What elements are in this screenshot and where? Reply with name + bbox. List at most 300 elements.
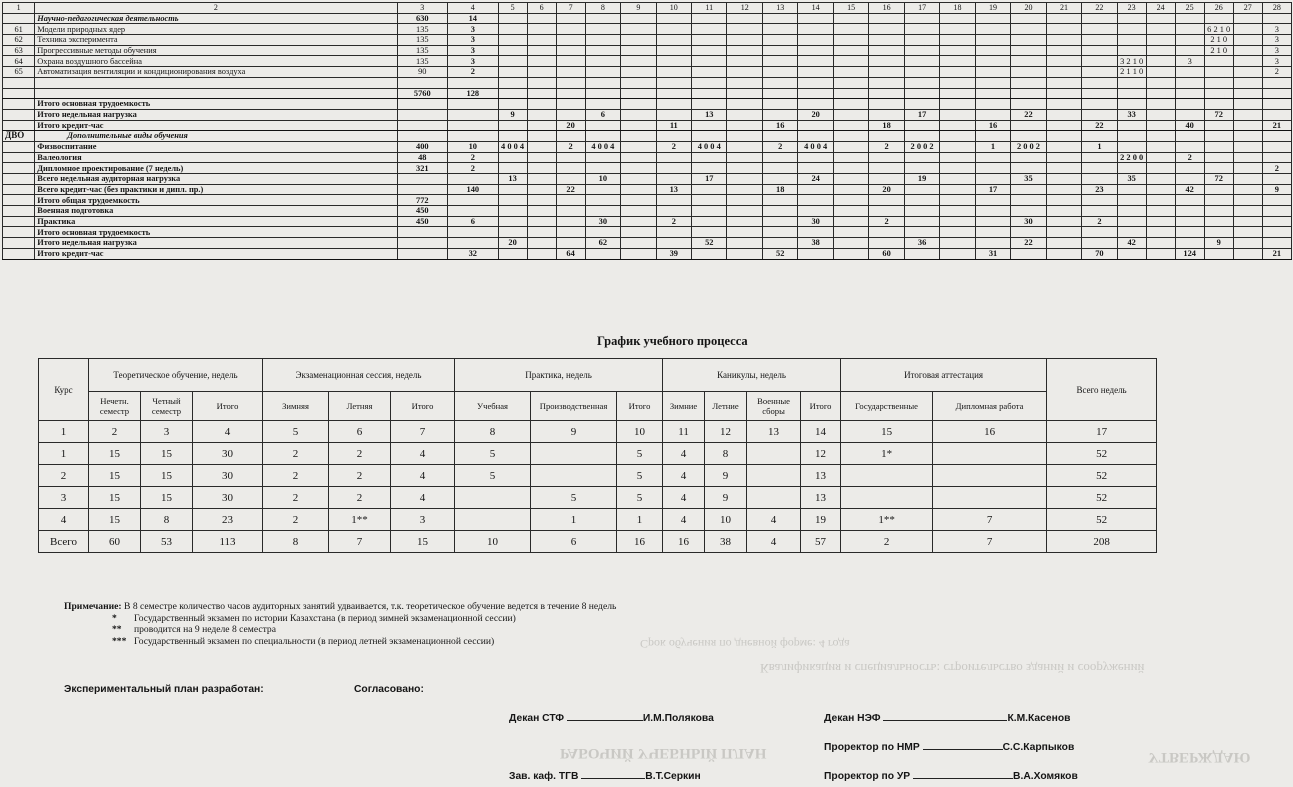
table-cell [1262,141,1291,152]
table-cell [1262,238,1291,249]
table-cell [1146,67,1175,78]
table-cell [940,184,975,195]
signature-prorector-ur [824,769,1078,782]
table-row [3,24,1292,35]
schedule-cell [455,509,531,531]
table-cell [1046,141,1081,152]
table-cell [692,67,727,78]
table-cell [1082,195,1117,206]
schedule-cell: 13 [801,465,841,487]
table-cell [798,248,833,259]
table-cell [527,99,556,110]
table-cell [1204,131,1233,142]
row-name: Дипломное проектирование (7 недель) [35,163,397,174]
table-cell [833,141,868,152]
row-hours: 321 [397,163,448,174]
note-mark: * [112,612,117,624]
table-cell [869,152,904,163]
row-name: Военная подготовка [35,206,397,217]
table-cell [833,248,868,259]
schedule-cell: 30 [193,487,263,509]
row-hours [397,131,448,142]
table-cell: 9 [498,109,527,120]
schedule-cell: 15 [141,465,193,487]
table-cell [940,248,975,259]
header-cell: 26 [1204,3,1233,14]
table-cell [1046,163,1081,174]
row-hours: 450 [397,206,448,217]
table-cell [1175,238,1204,249]
table-cell [1204,184,1233,195]
table-cell [1117,206,1146,217]
table-cell [621,152,656,163]
schedule-cell: 6 [329,421,391,443]
table-cell [869,163,904,174]
table-cell [1233,120,1262,131]
table-cell [656,163,691,174]
table-cell: 9 [1262,184,1291,195]
table-cell [621,131,656,142]
table-cell [692,152,727,163]
note-text: Государственный экзамен по специальности (в период летней экзаменационной сессии) [134,635,495,647]
schedule-cell: 4 [747,531,801,553]
table-cell: 33 [1117,109,1146,120]
table-row [3,99,1292,110]
schedule-cell: 52 [1047,509,1157,531]
table-cell [656,88,691,99]
schedule-cell: 1** [329,509,391,531]
schedule-cell: 8 [263,531,329,553]
table-cell: 2 [1082,216,1117,227]
table-cell [798,99,833,110]
table-cell [1146,35,1175,46]
schedule-cell: 15 [89,443,141,465]
table-cell [904,248,939,259]
table-cell [621,163,656,174]
table-cell [833,206,868,217]
table-cell [556,67,585,78]
table-cell [1082,227,1117,238]
header-row [3,3,1292,14]
table-cell [1146,152,1175,163]
note-text: Государственный экзамен по истории Казахстана (в период зимней экзаменационной сессии) [134,612,516,624]
table-cell [727,174,762,185]
table-row [3,35,1292,46]
table-cell [833,120,868,131]
table-cell [1146,56,1175,67]
table-cell [1046,88,1081,99]
table-cell [1046,227,1081,238]
table-cell [798,120,833,131]
table-cell: 4 0 0 4 [692,141,727,152]
table-cell: 60 [869,248,904,259]
table-cell [904,99,939,110]
signature-head-tgv [509,769,701,782]
table-cell [1175,131,1204,142]
table-cell [869,195,904,206]
table-cell [833,77,868,88]
table-cell: 3 [1262,45,1291,56]
table-row [3,163,1292,174]
table-cell [833,99,868,110]
table-cell [798,35,833,46]
table-cell [1175,174,1204,185]
schedule-cell [531,465,617,487]
table-cell [940,238,975,249]
table-cell [656,131,691,142]
notes-block [64,601,616,647]
table-cell [1117,88,1146,99]
table-cell [1146,131,1175,142]
signature-line [883,711,1007,721]
table-cell [585,131,620,142]
table-cell [621,88,656,99]
table-cell [556,13,585,24]
table-cell [1011,152,1046,163]
table-cell [1046,206,1081,217]
table-cell [1082,13,1117,24]
table-row [3,238,1292,249]
table-cell [621,45,656,56]
table-cell [1117,99,1146,110]
table-cell [1082,88,1117,99]
schedule-cell: Всего [39,531,89,553]
table-cell [940,227,975,238]
row-code [3,238,35,249]
table-cell [556,152,585,163]
signature-line [581,769,645,779]
row-credits [448,120,499,131]
header-cell: 1 [3,3,35,14]
table-cell [1262,227,1291,238]
table-row [3,77,1292,88]
header-cell: 8 [585,3,620,14]
table-cell [1233,99,1262,110]
table-cell [727,99,762,110]
table-cell [904,88,939,99]
developed-label: Экспериментальный план разработан: [64,684,264,695]
table-cell [621,248,656,259]
table-cell [498,184,527,195]
table-cell: 20 [869,184,904,195]
table-cell [527,88,556,99]
table-cell: 31 [975,248,1010,259]
table-cell [940,45,975,56]
table-row [3,184,1292,195]
table-cell [1046,56,1081,67]
row-name: Дополнительные виды обучения [35,131,397,142]
row-name: Охрана воздушного бассейна [35,56,397,67]
table-cell [798,45,833,56]
header-cell: 23 [1117,3,1146,14]
schedule-cell: 6 [531,531,617,553]
table-cell [1175,24,1204,35]
signer-title: Декан СТФ [509,713,565,724]
schedule-cell: 1 [39,421,89,443]
table-cell [1233,131,1262,142]
table-cell [1082,56,1117,67]
schedule-cell [747,465,801,487]
row-code [3,174,35,185]
schedule-cell: 15 [841,421,933,443]
table-cell [1175,67,1204,78]
schedule-cell [531,443,617,465]
row-name: Автоматизация вентиляции и кондиционирования воздуха [35,67,397,78]
table-cell: 1 [1082,141,1117,152]
row-code [3,163,35,174]
row-credits [448,77,499,88]
table-cell [527,141,556,152]
row-hours: 135 [397,24,448,35]
schedule-cell [841,487,933,509]
table-cell [1146,13,1175,24]
table-cell [1082,163,1117,174]
schedule-cell: 7 [391,421,455,443]
table-cell [798,56,833,67]
table-cell [762,227,797,238]
schedule-cell: 5 [617,443,663,465]
header-cell: 14 [798,3,833,14]
schedule-row [39,509,1157,531]
schedule-cell: 5 [455,465,531,487]
table-cell [904,152,939,163]
schedule-title: График учебного процесса [597,334,748,348]
table-cell [833,152,868,163]
table-cell [692,248,727,259]
table-cell [556,238,585,249]
table-cell [621,216,656,227]
schedule-cell: 208 [1047,531,1157,553]
table-cell [762,238,797,249]
table-cell [692,45,727,56]
table-cell [727,24,762,35]
row-name: Валеология [35,152,397,163]
row-code: 64 [3,56,35,67]
row-name: Практика [35,216,397,227]
schedule-cell: 38 [705,531,747,553]
header-cell: 7 [556,3,585,14]
table-cell [1233,67,1262,78]
table-cell [1175,45,1204,56]
subheader-practice-total: Итого [617,392,663,421]
table-cell [1011,13,1046,24]
table-cell: 13 [692,109,727,120]
header-cell: 27 [1233,3,1262,14]
table-cell [727,77,762,88]
table-cell [869,77,904,88]
table-cell: 21 [1262,248,1291,259]
schedule-cell: 19 [801,509,841,531]
schedule-cell: 5 [263,421,329,443]
schedule-cell: 11 [663,421,705,443]
table-cell [656,238,691,249]
table-cell [904,216,939,227]
schedule-cell: 5 [617,487,663,509]
table-cell: 3 [1262,35,1291,46]
schedule-cell: 5 [455,443,531,465]
table-cell [1046,35,1081,46]
schedule-cell: 12 [801,443,841,465]
row-name: Итого недельная нагрузка [35,109,397,120]
row-name [35,77,397,88]
table-cell [975,24,1010,35]
table-cell [904,77,939,88]
table-cell [527,131,556,142]
table-cell [1011,56,1046,67]
table-cell [656,174,691,185]
table-cell: 22 [1011,109,1046,120]
header-kurs: Курс [39,359,89,421]
table-cell [904,24,939,35]
signer-name: К.М.Касенов [1007,713,1071,724]
table-cell [869,35,904,46]
table-cell [975,45,1010,56]
table-cell [1204,77,1233,88]
table-cell [1046,45,1081,56]
table-cell [621,238,656,249]
bleed-through-line: Срок обучения по дневной форме: 4 года [640,637,850,651]
table-cell: 23 [1082,184,1117,195]
table-cell [527,163,556,174]
table-cell [975,99,1010,110]
table-cell [621,174,656,185]
table-cell: 2 0 0 2 [1011,141,1046,152]
row-hours: 135 [397,35,448,46]
row-credits: 140 [448,184,499,195]
row-credits: 2 [448,163,499,174]
row-hours [397,99,448,110]
schedule-cell: 53 [141,531,193,553]
table-cell [692,24,727,35]
signature-line [923,740,1003,750]
row-code [3,13,35,24]
bleed-through-line: Квалификация и специальность: строительство зданий и сооружений [760,661,1145,676]
row-code: ДВО [3,131,35,142]
table-cell [833,131,868,142]
table-row [3,67,1292,78]
table-cell [762,152,797,163]
table-cell [621,120,656,131]
table-cell [656,35,691,46]
schedule-cell: 2 [329,465,391,487]
row-name: Итого кредит-час [35,248,397,259]
row-code [3,227,35,238]
table-cell [833,13,868,24]
table-cell [656,45,691,56]
table-cell [1046,248,1081,259]
table-cell [1204,163,1233,174]
table-cell [1175,163,1204,174]
table-cell: 6 2 1 0 [1204,24,1233,35]
row-hours [397,77,448,88]
table-cell [1175,77,1204,88]
table-cell [1262,152,1291,163]
table-cell: 20 [498,238,527,249]
table-cell [556,227,585,238]
table-cell [727,227,762,238]
header-final: Итоговая аттестация [841,359,1047,392]
schedule-cell: 30 [193,443,263,465]
table-cell [1233,163,1262,174]
table-cell [585,206,620,217]
table-cell [585,24,620,35]
table-cell: 39 [656,248,691,259]
table-cell: 17 [692,174,727,185]
table-cell [656,67,691,78]
header-exam: Экзаменационная сессия, недель [263,359,455,392]
table-cell [975,56,1010,67]
table-cell: 2 1 1 0 [1117,67,1146,78]
table-row [3,206,1292,217]
table-cell [1175,88,1204,99]
table-cell [556,174,585,185]
table-cell [1175,206,1204,217]
table-cell [869,238,904,249]
table-cell [1233,88,1262,99]
schedule-row [39,465,1157,487]
table-cell: 16 [762,120,797,131]
signer-title: Зав. каф. ТГВ [509,771,579,782]
table-cell [975,109,1010,120]
table-cell [1146,77,1175,88]
row-code [3,152,35,163]
schedule-cell: 2 [39,465,89,487]
row-code [3,141,35,152]
table-cell [1117,141,1146,152]
table-cell: 42 [1117,238,1146,249]
table-cell [940,35,975,46]
header-cell: 21 [1046,3,1081,14]
schedule-cell: 16 [663,531,705,553]
table-cell [1146,109,1175,120]
table-cell [692,195,727,206]
table-row [3,216,1292,227]
table-cell [1082,238,1117,249]
row-credits: 2 [448,67,499,78]
table-cell [798,184,833,195]
row-hours [397,174,448,185]
row-code [3,248,35,259]
table-cell: 35 [1117,174,1146,185]
schedule-row [39,487,1157,509]
table-cell [1262,77,1291,88]
header-cell: 24 [1146,3,1175,14]
schedule-cell: 1* [841,443,933,465]
table-cell [1082,45,1117,56]
table-cell: 40 [1175,120,1204,131]
table-cell [1175,195,1204,206]
table-cell [527,13,556,24]
table-cell [1204,227,1233,238]
table-cell [556,163,585,174]
table-cell: 30 [798,216,833,227]
table-cell [692,227,727,238]
table-cell [727,238,762,249]
schedule-cell: 15 [89,487,141,509]
table-cell [940,109,975,120]
table-cell [727,120,762,131]
table-cell [527,109,556,120]
table-cell [656,56,691,67]
row-hours [397,184,448,195]
table-cell [556,77,585,88]
table-cell [1011,206,1046,217]
table-cell [975,238,1010,249]
schedule-cell: 30 [193,465,263,487]
table-cell [869,99,904,110]
row-credits [448,238,499,249]
table-cell [527,67,556,78]
